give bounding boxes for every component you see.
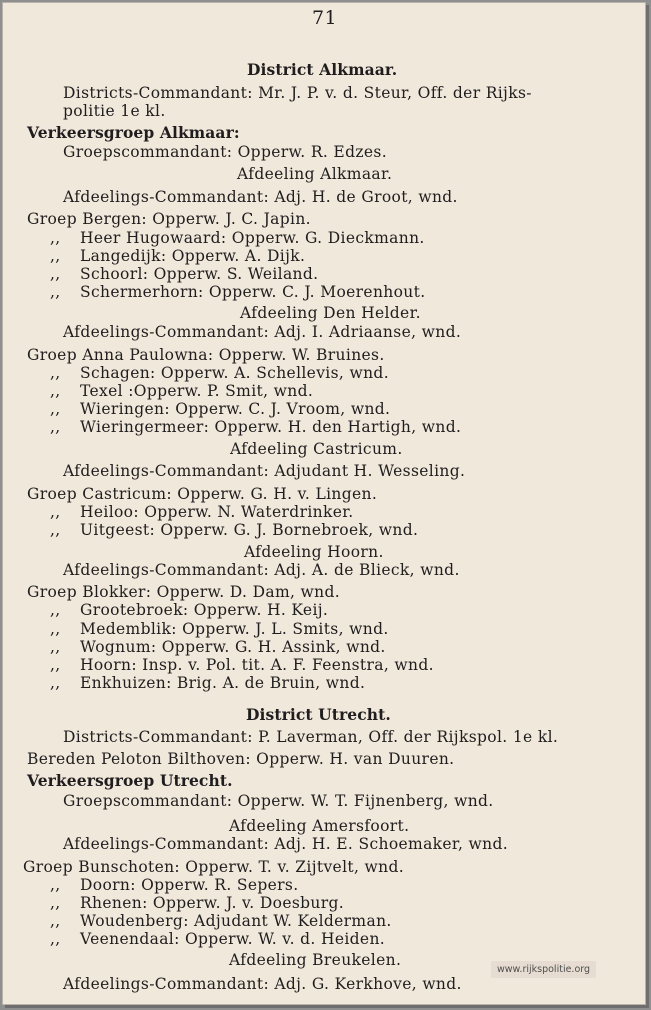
afdeeling-heading: Afdeeling Den Helder. xyxy=(240,304,421,322)
ditto-mark: ,, xyxy=(50,521,61,539)
ditto-text: Heer Hugowaard: Opperw. G. Dieckmann. xyxy=(80,229,425,247)
ditto-text: Heiloo: Opperw. N. Waterdrinker. xyxy=(80,503,354,521)
ditto-line xyxy=(50,247,305,265)
ditto-text: Veenendaal: Opperw. W. v. d. Heiden. xyxy=(80,930,386,948)
text-line: Groepscommandant: Opperw. W. T. Fijnenberg, wnd. xyxy=(63,792,494,810)
ditto-text: Rhenen: Opperw. J. v. Doesburg. xyxy=(80,894,345,912)
ditto-line xyxy=(50,521,418,539)
ditto-mark: ,, xyxy=(50,283,61,301)
afdeeling-heading: Afdeeling Amersfoort. xyxy=(229,817,410,835)
ditto-mark: ,, xyxy=(50,400,61,418)
ditto-line xyxy=(50,503,354,521)
section-heading: Verkeersgroep Utrecht. xyxy=(27,771,233,790)
ditto-text: Wognum: Opperw. G. H. Assink, wnd. xyxy=(80,638,386,656)
text-line: Groep Castricum: Opperw. G. H. v. Lingen. xyxy=(27,485,378,503)
ditto-mark: ,, xyxy=(50,620,61,638)
afdeeling-heading: Afdeeling Breukelen. xyxy=(229,951,402,969)
ditto-text: Woudenberg: Adjudant W. Kelderman. xyxy=(80,912,392,930)
text-line: Afdeelings-Commandant: Adj. A. de Blieck, wnd. xyxy=(63,561,460,579)
ditto-mark: ,, xyxy=(50,265,61,283)
ditto-mark: ,, xyxy=(50,503,61,521)
ditto-mark: ,, xyxy=(50,382,61,400)
ditto-text: Medemblik: Opperw. J. L. Smits, wnd. xyxy=(80,620,389,638)
ditto-text: Enkhuizen: Brig. A. de Bruin, wnd. xyxy=(80,674,366,692)
ditto-line xyxy=(50,930,385,948)
ditto-line xyxy=(50,912,392,930)
text-line: Groep Anna Paulowna: Opperw. W. Bruines. xyxy=(27,346,385,364)
ditto-mark: ,, xyxy=(50,876,61,894)
ditto-line xyxy=(50,894,344,912)
text-line: Districts-Commandant: Mr. J. P. v. d. Steur, Off. der Rijks- xyxy=(63,84,532,102)
ditto-text: Schagen: Opperw. A. Schellevis, wnd. xyxy=(80,364,389,382)
ditto-text: Langedijk: Opperw. A. Dijk. xyxy=(80,247,306,265)
ditto-line xyxy=(50,400,390,418)
text-line: Afdeelings-Commandant: Adj. H. de Groot, wnd. xyxy=(63,188,458,206)
ditto-line xyxy=(50,283,425,301)
text-line: Groep Bergen: Opperw. J. C. Japin. xyxy=(27,210,311,228)
ditto-mark: ,, xyxy=(50,930,61,948)
ditto-text: Schoorl: Opperw. S. Weiland. xyxy=(80,265,319,283)
text-line: politie 1e kl. xyxy=(63,102,166,120)
ditto-mark: ,, xyxy=(50,364,61,382)
ditto-text: Doorn: Opperw. R. Sepers. xyxy=(80,876,299,894)
district-heading: District Alkmaar. xyxy=(247,60,398,79)
ditto-line xyxy=(50,674,365,692)
ditto-text: Wieringen: Opperw. C. J. Vroom, wnd. xyxy=(80,400,391,418)
ditto-text: Wieringermeer: Opperw. H. den Hartigh, wnd. xyxy=(80,418,462,436)
section-heading: Verkeersgroep Alkmaar: xyxy=(27,123,240,142)
ditto-mark: ,, xyxy=(50,674,61,692)
afdeeling-heading: Afdeeling Castricum. xyxy=(230,440,403,458)
ditto-line xyxy=(50,229,425,247)
text-line: Groepscommandant: Opperw. R. Edzes. xyxy=(63,143,387,161)
afdeeling-heading: Afdeeling Alkmaar. xyxy=(237,165,393,183)
text-line: Afdeelings-Commandant: Adj. G. Kerkhove, wnd. xyxy=(63,975,462,993)
ditto-line xyxy=(50,418,461,436)
ditto-mark: ,, xyxy=(50,601,61,619)
ditto-text: Schermerhorn: Opperw. C. J. Moerenhout. xyxy=(80,283,426,301)
text-line: Groep Blokker: Opperw. D. Dam, wnd. xyxy=(27,583,341,601)
ditto-mark: ,, xyxy=(50,894,61,912)
ditto-text: Texel :Opperw. P. Smit, wnd. xyxy=(80,382,314,400)
text-line: Afdeelings-Commandant: Adj. I. Adriaanse, wnd. xyxy=(63,323,462,341)
text-line: Districts-Commandant: P. Laverman, Off. der Rijkspol. 1e kl. xyxy=(63,728,559,746)
ditto-line xyxy=(50,620,389,638)
document-page xyxy=(2,2,646,1005)
ditto-line xyxy=(50,265,318,283)
district-heading: District Utrecht. xyxy=(246,705,391,724)
ditto-text: Hoorn: Insp. v. Pol. tit. A. F. Feenstra, wnd. xyxy=(80,656,434,674)
afdeeling-heading: Afdeeling Hoorn. xyxy=(244,543,384,561)
text-line: Bereden Peloton Bilthoven: Opperw. H. van Duuren. xyxy=(27,750,455,768)
page-number: 71 xyxy=(312,7,337,29)
ditto-line xyxy=(50,876,299,894)
ditto-mark: ,, xyxy=(50,638,61,656)
ditto-mark: ,, xyxy=(50,418,61,436)
text-line: Groep Bunschoten: Opperw. T. v. Zijtvelt, wnd. xyxy=(23,858,405,876)
ditto-mark: ,, xyxy=(50,229,61,247)
ditto-text: Grootebroek: Opperw. H. Keij. xyxy=(80,601,329,619)
ditto-line xyxy=(50,382,313,400)
ditto-mark: ,, xyxy=(50,656,61,674)
ditto-line xyxy=(50,638,386,656)
watermark: www.rijkspolitie.org xyxy=(491,961,596,978)
ditto-text: Uitgeest: Opperw. G. J. Bornebroek, wnd. xyxy=(80,521,419,539)
ditto-line xyxy=(50,364,389,382)
ditto-mark: ,, xyxy=(50,912,61,930)
ditto-line xyxy=(50,656,434,674)
ditto-line xyxy=(50,601,328,619)
text-line: Afdeelings-Commandant: Adj. H. E. Schoemaker, wnd. xyxy=(63,835,509,853)
ditto-mark: ,, xyxy=(50,247,61,265)
text-line: Afdeelings-Commandant: Adjudant H. Wesseling. xyxy=(63,462,466,480)
